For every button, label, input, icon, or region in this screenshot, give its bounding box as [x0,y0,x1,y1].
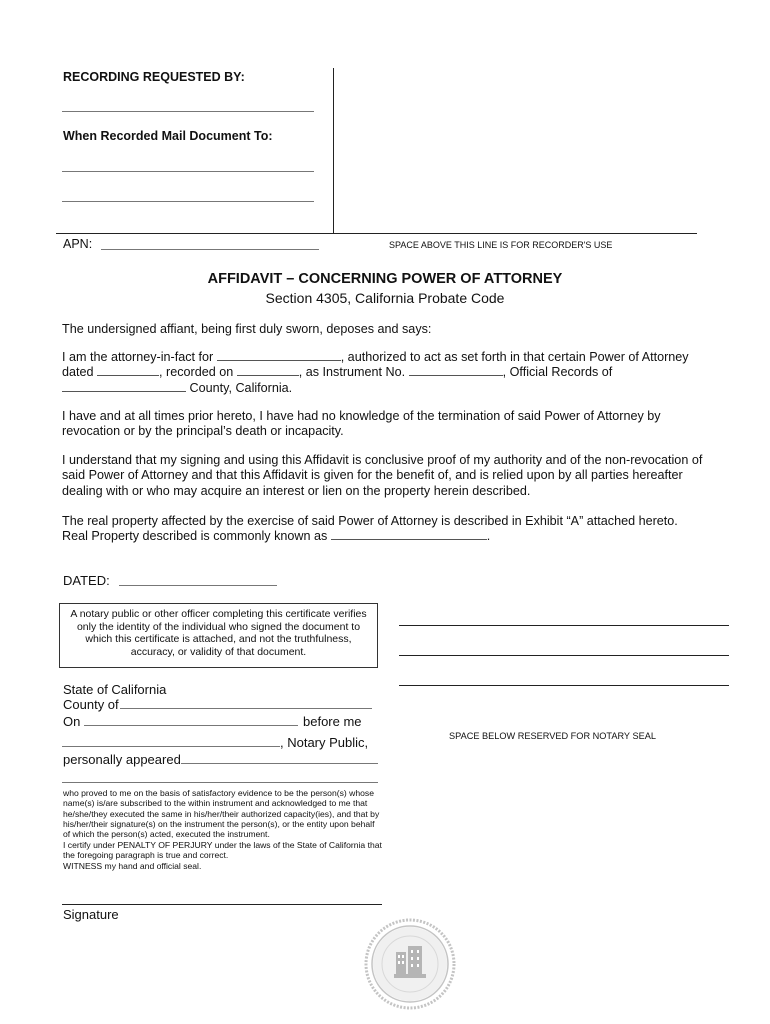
notary-disclaimer-text: A notary public or other officer completing this certificate verifies only the identity of the individual who signed the document to which this certificate is attached, and not the truthfulness, accuracy, or validity of that document. [70,608,367,658]
personally-appeared-field[interactable] [181,763,378,764]
p1-text-b: , authorized to act as set forth in that certain Power of Attorney [340,350,689,364]
county-records-field[interactable] [62,381,186,392]
notary-name-field[interactable] [62,746,280,747]
before-me-label: before me [303,714,362,729]
witness-text: WITNESS my hand and official seal. [63,861,202,871]
principal-name-field[interactable] [217,350,341,361]
document-subtitle: Section 4305, California Probate Code [265,290,505,306]
p1-text-d: , recorded on [159,365,234,380]
real-property-paragraph [62,514,712,545]
recording-requested-line[interactable] [62,111,314,112]
document-title: AFFIDAVIT – CONCERNING POWER OF ATTORNEY [207,271,563,287]
p1-text-c: dated [62,365,94,380]
notary-seal-space-label: SPACE BELOW RESERVED FOR NOTARY SEAL [449,731,656,741]
seal-emblem-icon [364,918,456,1010]
mail-to-line-2[interactable] [62,201,314,202]
attorney-in-fact-paragraph [62,350,712,396]
p4-text-a: The real property affected by the exercise of said Power of Attorney is described in Exhibit “A” attached hereto. [62,514,678,528]
recorders-space-line [56,233,697,234]
knowledge-paragraph: I have and at all times prior hereto, I have had no knowledge of the termination of said Power of Attorney by revocation or by the principal’s death or incapacity. [62,409,661,439]
personally-appeared-field-2[interactable] [62,782,378,783]
instrument-number-field[interactable] [409,365,503,376]
right-signature-line-2[interactable] [399,655,729,656]
on-label: On [63,714,81,729]
notary-disclaimer-box [59,603,378,668]
county-field[interactable] [120,708,372,709]
right-signature-line-3[interactable] [399,685,729,686]
property-known-as-field[interactable] [331,529,487,540]
intro-paragraph: The undersigned affiant, being first duly sworn, deposes and says: [62,322,432,336]
personally-appeared-label: personally appeared [63,752,181,767]
dated-field[interactable] [119,585,277,586]
on-date-field[interactable] [84,725,298,726]
p4-text-c: . [486,529,491,544]
recording-requested-label: RECORDING REQUESTED BY: [63,70,245,84]
p1-text-g: County, California. [189,380,293,395]
perjury-paragraph: I certify under PENALTY OF PERJURY under the laws of the State of California that the foregoing paragraph is true and correct. [63,840,382,861]
dated-label: DATED: [63,573,110,588]
p1-text-a: I am the attorney-in-fact for [62,350,214,364]
notary-public-label: , Notary Public, [280,735,369,750]
apn-field[interactable] [101,249,319,250]
recorded-on-field[interactable] [237,365,299,376]
understanding-paragraph: I understand that my signing and using this Affidavit is conclusive proof of my authority and of the non-revocation of said Power of Attorney and that this Affidavit is given for the benefit of, and is relied upon by all parties hereafter dealing with or who may acquire an interest or lien on the property herein described. [62,453,703,498]
poa-dated-field[interactable] [97,365,159,376]
p1-text-f: , Official Records of [502,365,613,380]
right-signature-line-1[interactable] [399,625,729,626]
state-label: State of California [63,682,167,697]
p1-text-e: , as Instrument No. [298,365,406,380]
recorders-use-note: SPACE ABOVE THIS LINE IS FOR RECORDER'S USE [389,240,613,250]
county-label: County of [63,697,119,712]
proved-paragraph: who proved to me on the basis of satisfactory evidence to be the person(s) whose name(s) is/are subscribed to the within instrument and acknowledged to me that he/she/they executed the same in his/her/their authorized capacity(ies), and that by his/her/their signature(s) on the instrument the person(s), or the entity upon behalf of which the person(s) acted, executed the instrument. [63,788,380,840]
notary-signature-line[interactable] [62,904,382,905]
mail-to-line-1[interactable] [62,171,314,172]
apn-label: APN: [63,237,93,251]
p4-text-b: Real Property described is commonly known as [62,529,328,544]
header-vertical-divider [333,68,334,233]
signature-label: Signature [63,907,119,922]
when-recorded-mail-label: When Recorded Mail Document To: [63,129,273,143]
